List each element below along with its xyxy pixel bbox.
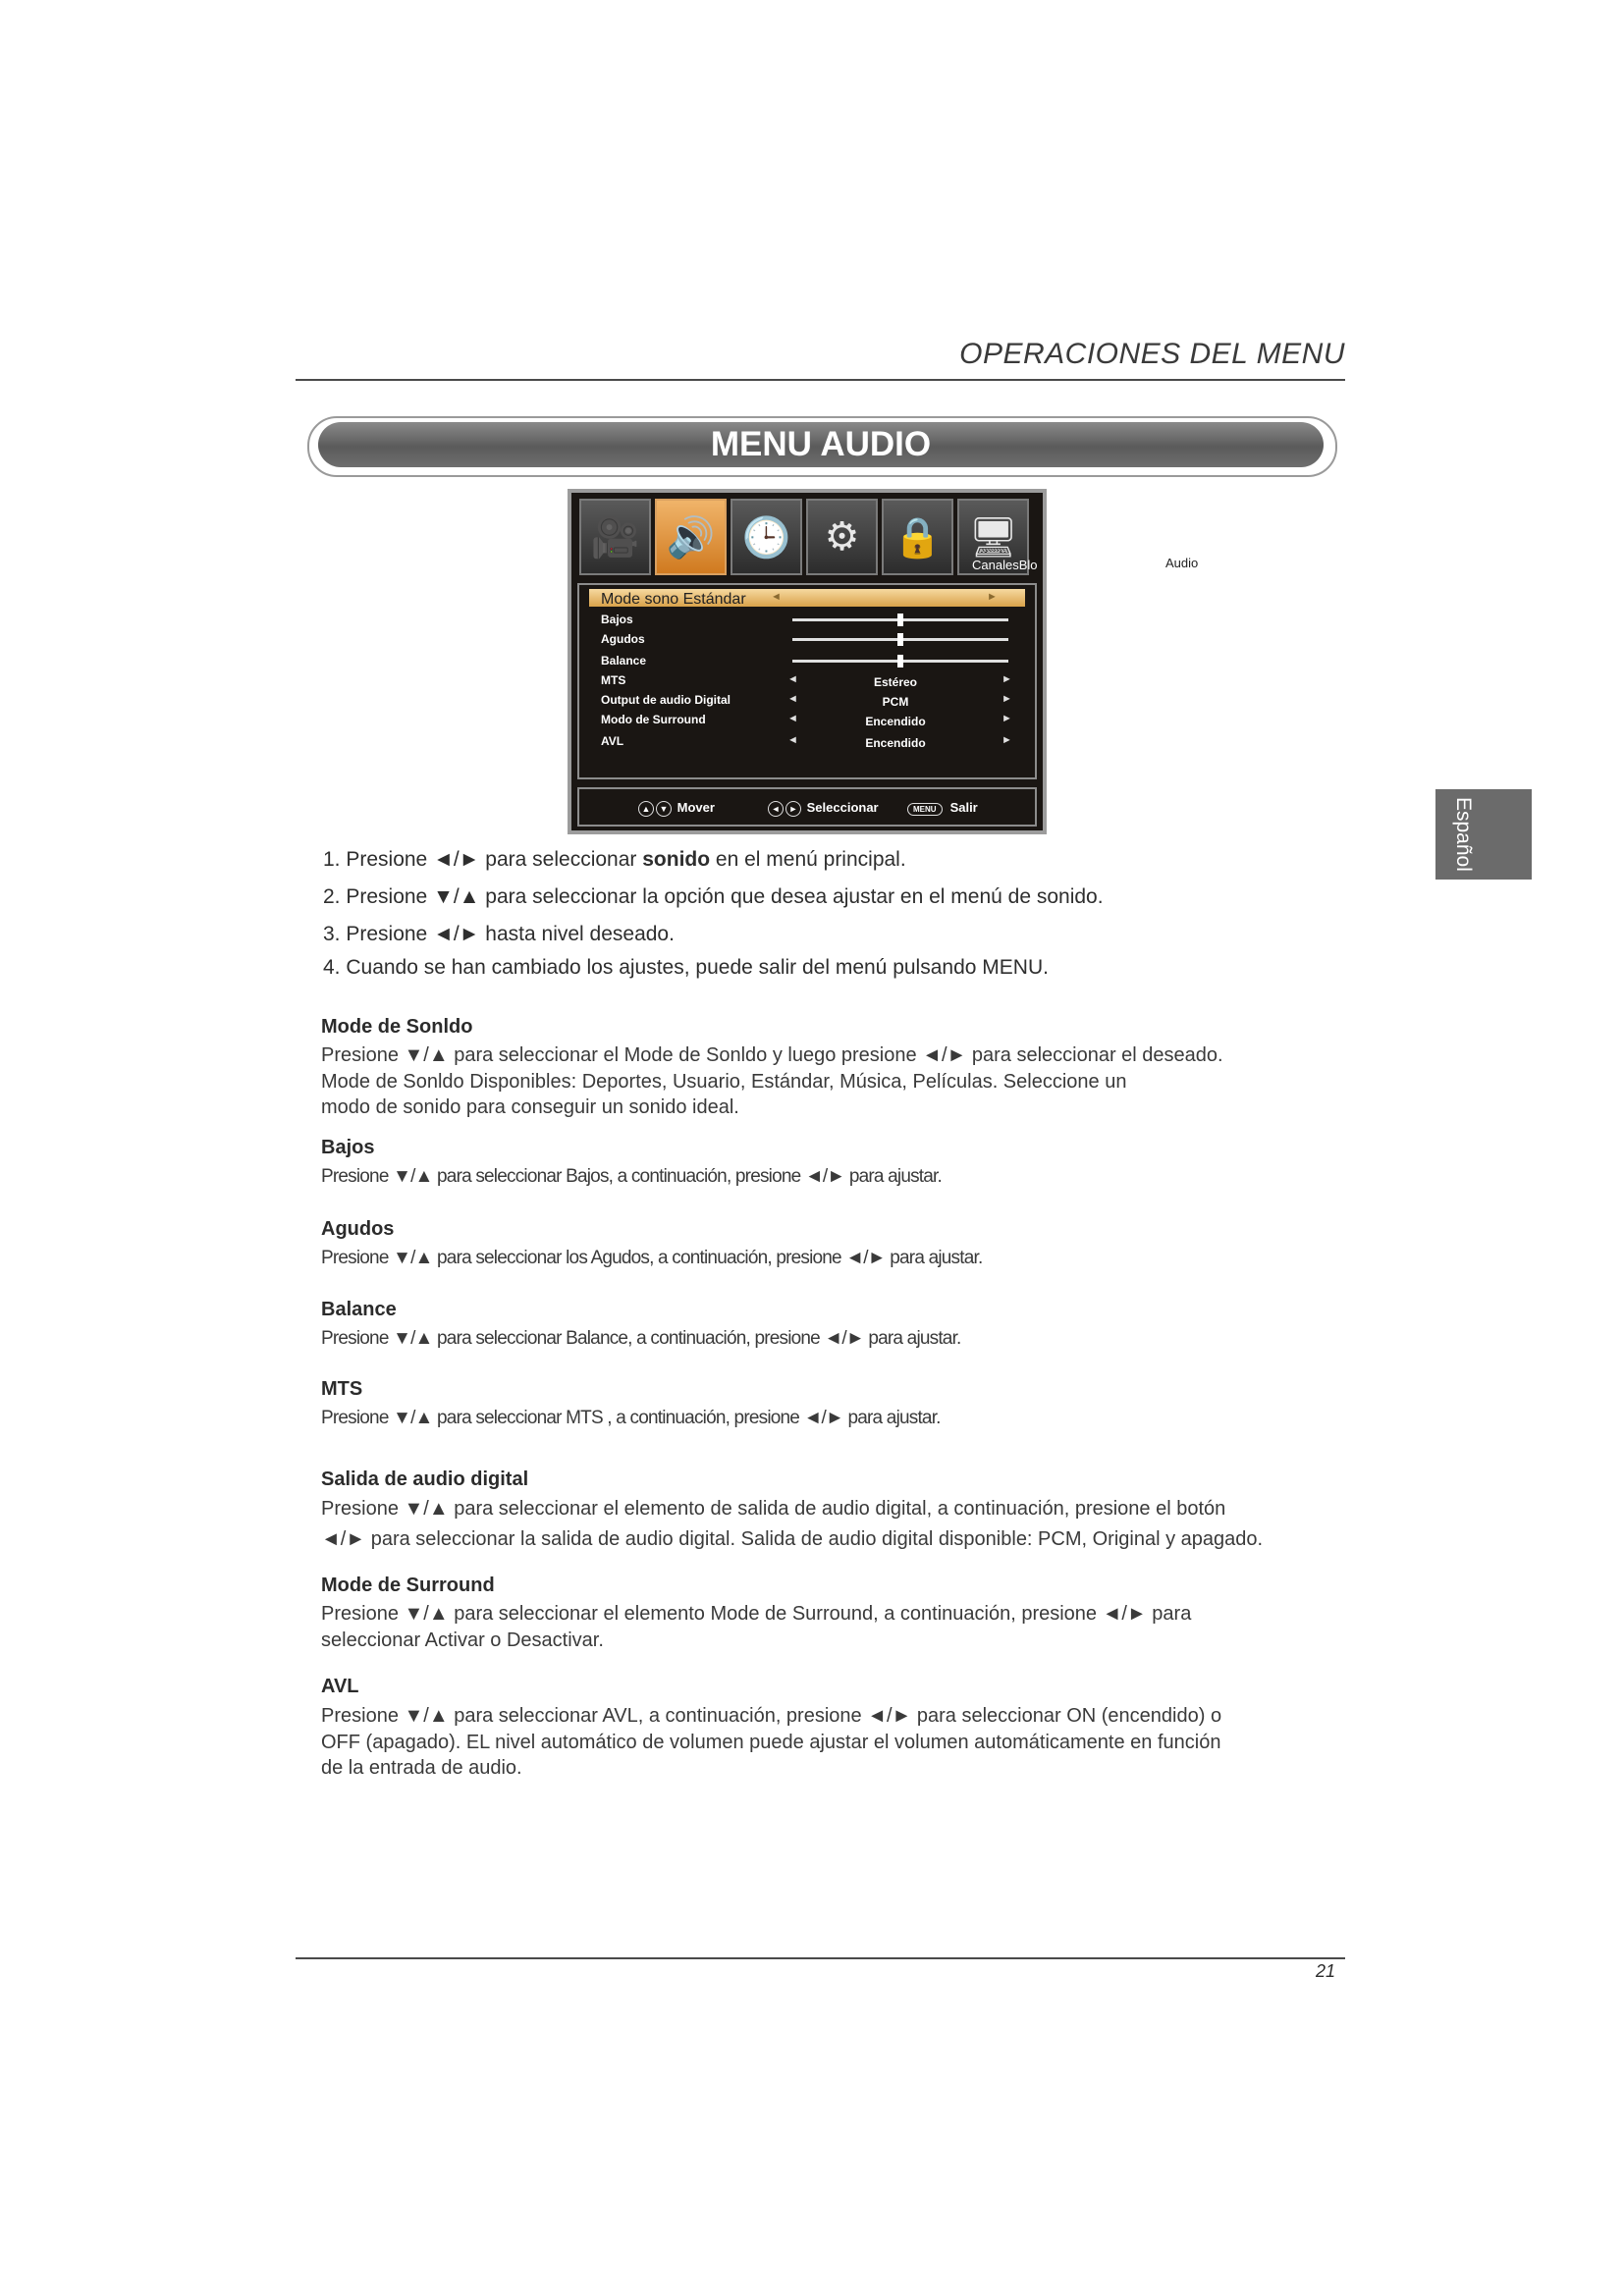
left-arrow-icon: ◄ <box>787 713 798 724</box>
video-camera-icon[interactable] <box>579 499 651 575</box>
surround-value: Encendido <box>865 715 926 728</box>
right-arrow-icon: ► <box>1001 734 1012 746</box>
slider-knob[interactable] <box>897 633 903 646</box>
menu-audio-banner: MENU AUDIO <box>318 422 1324 467</box>
surround-label: Modo de Surround <box>601 713 706 726</box>
treble-label: Agudos <box>601 632 645 646</box>
tab-glyph: 🔒 <box>893 515 943 560</box>
tab-caption: CanalesBlo <box>972 558 1038 572</box>
left-arrow-icon: ◄ <box>787 693 798 705</box>
tv-audio-menu <box>568 489 1047 834</box>
move-hint <box>638 800 715 817</box>
section-title-surround: Mode de Surround <box>321 1575 495 1596</box>
row-sound-mode[interactable] <box>589 589 1025 607</box>
step-4: 4. Cuando se han cambiado los ajustes, puede salir del menú pulsando MENU. <box>323 956 1049 979</box>
move-label: Mover <box>677 800 715 815</box>
tab-glyph: 🎥 <box>590 515 640 560</box>
select-label: Seleccionar <box>806 800 879 815</box>
speaker-icon[interactable] <box>655 499 727 575</box>
tab-glyph: ⚙ <box>824 515 860 559</box>
tab-glyph: 🔊 <box>666 515 716 560</box>
menu-footer <box>577 787 1037 827</box>
section-title-digital: Salida de audio digital <box>321 1468 529 1490</box>
step-text: 1. Presione ◄/► para seleccionar <box>323 848 643 871</box>
section-title-sound-mode: Mode de Sonldo <box>321 1016 473 1038</box>
slider-knob[interactable] <box>897 655 903 667</box>
clock-icon[interactable] <box>731 499 802 575</box>
bass-line: Presione ▼/▲ para seleccionar Bajos, a continuación, presione ◄/► para ajustar. <box>321 1166 942 1187</box>
left-arrow-icon: ◄ <box>787 673 798 685</box>
right-button-icon: ► <box>785 801 801 817</box>
gear-icon[interactable] <box>806 499 878 575</box>
left-arrow-icon: ◄ <box>787 734 798 746</box>
digital-line: Presione ▼/▲ para seleccionar el elemento de salida de audio digital, a continuación, presione el botón <box>321 1498 1226 1520</box>
right-arrow-icon: ► <box>1001 713 1012 724</box>
section-title-treble: Agudos <box>321 1218 395 1240</box>
up-button-icon: ▲ <box>638 801 654 817</box>
mts-label: MTS <box>601 673 626 687</box>
step-1 <box>323 848 906 872</box>
audio-options-panel <box>577 583 1037 779</box>
avl-line: de la entrada de audio. <box>321 1757 522 1779</box>
section-title-avl: AVL <box>321 1676 359 1697</box>
section-title-balance: Balance <box>321 1299 397 1320</box>
sound-mode-label: Mode sono Estándar <box>601 591 746 608</box>
step-2: 2. Presione ▼/▲ para seleccionar la opción que desea ajustar en el menú de sonido. <box>323 885 1104 908</box>
avl-line: Presione ▼/▲ para seleccionar AVL, a continuación, presione ◄/► para seleccionar ON (encendido) o <box>321 1705 1222 1727</box>
surround-line: Presione ▼/▲ para seleccionar el elemento Mode de Surround, a continuación, presione ◄/► para <box>321 1603 1192 1625</box>
balance-line: Presione ▼/▲ para seleccionar Balance, a continuación, presione ◄/► para ajustar. <box>321 1328 961 1349</box>
lock-icon[interactable] <box>882 499 953 575</box>
digital-line: ◄/► para seleccionar la salida de audio digital. Salida de audio digital disponible: PCM, Original y apagado. <box>321 1528 1264 1550</box>
balance-slider[interactable] <box>792 660 1008 663</box>
down-button-icon: ▼ <box>656 801 672 817</box>
left-arrow-icon: ◄ <box>771 591 782 603</box>
menu-tabs <box>579 499 1029 575</box>
language-label: Español <box>1452 797 1475 872</box>
mts-value: Estéreo <box>873 675 918 689</box>
digital-out-value: PCM <box>882 695 909 709</box>
treble-line: Presione ▼/▲ para seleccionar los Agudos, a continuación, presione ◄/► para ajustar. <box>321 1248 983 1268</box>
right-arrow-icon: ► <box>1001 673 1012 685</box>
treble-slider[interactable] <box>792 638 1008 641</box>
tab-glyph: 🖥 <box>968 515 1018 560</box>
exit-hint <box>907 800 978 816</box>
slider-knob[interactable] <box>897 614 903 626</box>
bass-slider[interactable] <box>792 618 1008 621</box>
right-arrow-icon: ► <box>987 591 998 603</box>
language-side-tab <box>1435 789 1532 880</box>
menu-key-icon: MENU <box>907 803 943 816</box>
surround-line: seleccionar Activar o Desactivar. <box>321 1629 604 1651</box>
sound-mode-line: Mode de Sonldo Disponibles: Deportes, Usuario, Estándar, Música, Películas. Seleccione un <box>321 1071 1127 1093</box>
select-hint <box>768 800 879 817</box>
page-header-title: OPERACIONES DEL MENU <box>959 338 1345 370</box>
bass-label: Bajos <box>601 613 633 626</box>
step-3: 3. Presione ◄/► hasta nivel deseado. <box>323 923 675 945</box>
section-title-bass: Bajos <box>321 1137 375 1158</box>
balance-label: Balance <box>601 654 647 667</box>
sound-mode-line: modo de sonido para conseguir un sonido ideal. <box>321 1096 739 1118</box>
header-rule <box>296 379 1345 381</box>
avl-value: Encendido <box>865 736 926 750</box>
exit-label: Salir <box>949 800 978 815</box>
mts-line: Presione ▼/▲ para seleccionar MTS , a continuación, presione ◄/► para ajustar. <box>321 1408 941 1428</box>
footer-rule <box>296 1957 1345 1959</box>
sound-mode-line: Presione ▼/▲ para seleccionar el Mode de Sonldo y luego presione ◄/► para seleccionar el deseado. <box>321 1044 1223 1066</box>
avl-line: OFF (apagado). EL nivel automático de volumen puede ajustar el volumen automáticamente en función <box>321 1732 1221 1753</box>
section-title-mts: MTS <box>321 1378 363 1400</box>
right-arrow-icon: ► <box>1001 693 1012 705</box>
step-text: en el menú principal. <box>710 848 906 871</box>
step-bold: sonido <box>642 848 711 871</box>
audio-caption: Audio <box>1165 556 1199 570</box>
tab-glyph: 🕒 <box>741 515 791 560</box>
avl-label: AVL <box>601 734 624 748</box>
left-button-icon: ◄ <box>768 801 784 817</box>
page-number: 21 <box>1316 1961 1336 1981</box>
digital-out-label: Output de audio Digital <box>601 693 731 707</box>
